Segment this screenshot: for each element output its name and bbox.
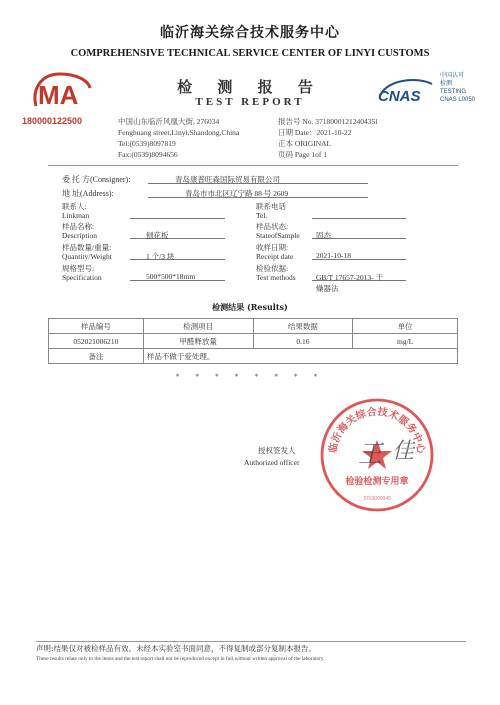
quantity-value: 1 个/3 块: [146, 252, 175, 261]
header-divider: [48, 165, 458, 166]
quantity-underline: [130, 250, 225, 260]
cnas-text: [440, 72, 475, 104]
methods-en: Test methods: [256, 273, 296, 282]
address-tel: Tel:(0539)8097819: [118, 139, 176, 148]
state-en: StateofSample: [256, 231, 300, 240]
official-seal-icon: [318, 396, 436, 514]
item-cell: 甲醛释放量: [143, 334, 253, 349]
results-table: [48, 318, 458, 364]
report-title-en: TEST REPORT: [195, 96, 305, 108]
cnas-line-3: TESTING: [440, 89, 467, 95]
methods-cn: 检验依据:: [256, 264, 289, 273]
svg-text:佳: 佳: [392, 439, 415, 464]
authorized-officer-en: Authorized officer: [244, 458, 300, 467]
quantity-cn: 样品数量/重量:: [62, 243, 112, 252]
cnas-line-1: 中国认可: [440, 73, 465, 79]
methods-value: GB/T 17657-2013- 干: [316, 273, 383, 282]
state-cn: 样品状态:: [256, 222, 289, 231]
end-mark: * * * * * * * *: [175, 373, 325, 381]
tel-label: [256, 202, 286, 220]
report-meta: [278, 116, 377, 160]
address-en: Fenghuang street,Linyi,Shandong,China: [118, 128, 240, 137]
receipt-label: [256, 243, 293, 261]
state-value: 固态: [316, 231, 331, 240]
footer-statement-en: These results relate only to the items and the test report shall not be reproduced except in full,without written approval of the laboratory.: [36, 656, 325, 662]
address-cn: 中国山东临沂风凰大街, 276034: [118, 117, 220, 126]
note-row: [49, 349, 458, 364]
results-header-result: 结果数据: [253, 319, 353, 334]
sample-no-cell: 052021006210: [49, 334, 144, 349]
report-original: 正本 ORIGINAL: [278, 139, 332, 148]
spec-en: Specification: [62, 273, 102, 282]
linkman-en: Linkman: [62, 211, 90, 220]
report-date: 日期 Date：2021-10-22: [278, 128, 352, 137]
authorized-officer-cn: 授权签发人: [258, 446, 296, 455]
methods-value-2: 燥器法: [316, 284, 339, 293]
cnas-logo-icon: [376, 76, 436, 106]
results-header-sample-no: 样品编号: [49, 319, 144, 334]
address-label: 地 址(Address):: [62, 189, 114, 198]
cma-code: 180000122500: [22, 116, 83, 126]
svg-text:3713000045: 3713000045: [363, 496, 391, 502]
svg-text:王: 王: [358, 440, 382, 468]
description-underline: [130, 229, 225, 239]
org-name-cn: 临沂海关综合技术服务中心: [160, 25, 340, 41]
linkman-underline: [130, 209, 225, 219]
tel-cn: 联系电话: [256, 202, 286, 211]
note-label-cell: 备注: [49, 349, 144, 364]
state-label: [256, 222, 300, 240]
cnas-line-4: CNAS L0050: [440, 97, 476, 103]
report-number: 报告号 No. 3718000121240435l: [278, 117, 378, 126]
linkman-label: [62, 202, 89, 220]
receipt-en: Receipt date: [256, 252, 294, 261]
table-row: [49, 334, 458, 349]
results-header-unit: 单位: [353, 319, 458, 334]
svg-text:临沂海关综合技术服务中心: 临沂海关综合技术服务中心: [327, 406, 427, 455]
quantity-label: [62, 243, 112, 261]
svg-text:MA: MA: [38, 80, 79, 110]
report-page: 页码 Page 1of 1: [278, 150, 327, 159]
methods-label: [256, 264, 296, 282]
consignor-label: 委 托 方(Consigner):: [62, 175, 131, 184]
spec-label: [62, 264, 102, 282]
address-block: [118, 116, 239, 160]
receipt-value: 2021-10-18: [316, 251, 351, 260]
description-value: 刨花板: [146, 231, 169, 240]
results-header-row: [49, 319, 458, 334]
cnas-line-2: 检测: [440, 81, 453, 87]
footer-divider: [36, 641, 466, 642]
note-value-cell: 样品不做于爱处理。: [143, 349, 457, 364]
result-cell: 0.16: [253, 334, 353, 349]
description-cn: 样品名称:: [62, 222, 95, 231]
tel-underline: [312, 209, 406, 219]
footer-statement-cn: 声明:结果仅对被检样品有效。未经本实验室书面同意，不得复制或部分复制本报告。: [36, 644, 317, 653]
receipt-cn: 收样日期:: [256, 243, 289, 252]
description-label: [62, 222, 97, 240]
report-title-cn: 检 测 报 告: [177, 78, 323, 96]
spec-value: 500*500*18mm: [146, 272, 196, 281]
spec-cn: 规格型号:: [62, 264, 95, 273]
org-name-en: COMPREHENSIVE TECHNICAL SERVICE CENTER OF LINYI CUSTOMS: [70, 48, 430, 59]
tel-en: Tel.: [256, 211, 268, 220]
results-title: 检测结果 (Results): [212, 302, 288, 312]
consignor-value: 青岛康普旺森国际贸易有限公司: [175, 175, 280, 184]
quantity-en: Quantity/Weight: [62, 252, 112, 261]
unit-cell: mg/L: [353, 334, 458, 349]
linkman-cn: 联系人:: [62, 202, 87, 211]
cnas-badge: CNAS: [378, 88, 421, 105]
svg-text:检验检测专用章: 检验检测专用章: [345, 477, 409, 487]
address-value: 青岛市市北区辽宁路 88 号 2609: [185, 189, 289, 198]
description-en: Description: [62, 231, 97, 240]
address-fax: Fax:(0539)8094656: [118, 150, 178, 159]
results-header-item: 检测项目: [143, 319, 253, 334]
